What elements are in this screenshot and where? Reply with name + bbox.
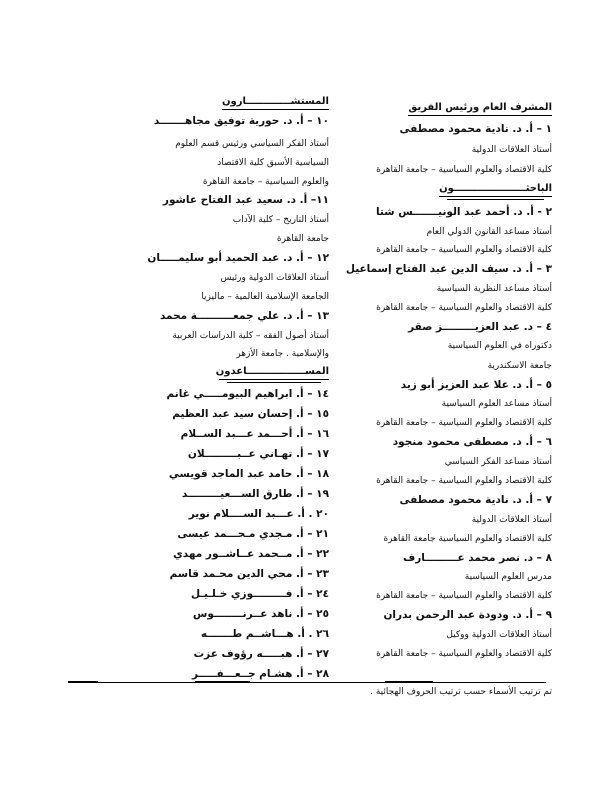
heading-assistants-text: المســـــــــــــــــاعدون bbox=[215, 366, 329, 377]
advisor-detail: السياسية الأسبق كلية الاقتصاد bbox=[217, 158, 329, 168]
researcher-affiliation: كلية الاقتصاد والعلوم السياسية جامعة القاهرة bbox=[383, 534, 552, 544]
researcher-name: ٨ – د. نصر محمد عـــــــــارف bbox=[403, 552, 552, 564]
assistant-item: ٢٥ – أ. ناهد عــرنــــــــوس bbox=[192, 608, 329, 620]
heading-advisors bbox=[222, 96, 329, 110]
researcher-title: أستاذ مساعد الفكر السياسي bbox=[444, 457, 552, 467]
supervisor-title: أستاذ العلاقات الدولية bbox=[471, 145, 552, 155]
advisor-name: ١٢ – أ. د. عبد الحميد أبو سليمـــــان bbox=[147, 252, 329, 264]
heading-double-rule bbox=[447, 199, 544, 200]
assistant-item: ٢٧ – أ. هبـــــه رؤوف عزت bbox=[193, 648, 329, 660]
researcher-name: ٢ - أ. د. أحمد عبد الونيـــــــس شتا bbox=[375, 206, 552, 218]
researcher-title: مدرس العلوم السياسية bbox=[464, 572, 552, 582]
supervisor-name: ١ – أ. د. نادية محمود مصطفى bbox=[399, 123, 552, 135]
footnote-divider-accent bbox=[68, 681, 98, 683]
assistant-item: ٢٢ – أ. مــحمد عــاشــور مهدي bbox=[173, 548, 329, 560]
assistant-item: ٢٦ . أ. هـــاشــم طـــــــه bbox=[200, 628, 329, 640]
assistant-item: ٢٨ – أ. هشـام جــعـــفـــــر bbox=[192, 668, 329, 680]
assistant-item: ١٩ – أ. طارق الســـعيـــــــــد bbox=[181, 488, 329, 500]
advisor-detail: أستاذ الفكر السياسي ورئيس قسم العلوم bbox=[175, 139, 329, 149]
researcher-name: ٧ – أ. د. نادية محمود مصطفى bbox=[399, 494, 552, 506]
heading-assistants bbox=[215, 366, 329, 380]
assistant-item: ١٨ – أ. حامد عبد الماجد قويسي bbox=[168, 468, 329, 480]
researcher-name: ٤ – د. عبد العزيـــــــــز صقر bbox=[408, 321, 552, 333]
researcher-name: ٣ – أ. د. سيف الدين عبد الفتاح إسماعيل bbox=[345, 263, 552, 275]
assistant-item: ١٥ – أ. إحسان سيد عبد العظيم bbox=[172, 408, 329, 420]
heading-researchers bbox=[439, 183, 552, 197]
heading-advisors-text: المستشـــــــــــــارون bbox=[221, 96, 329, 107]
footnote-divider bbox=[68, 682, 546, 683]
heading-supervisor: المشرف العام ورئيس الفريق bbox=[408, 102, 552, 116]
advisor-detail: والإسلامية . جامعة الأزهر bbox=[236, 349, 329, 359]
advisor-detail: أستاذ العلاقات الدولية ورئيس bbox=[220, 273, 329, 283]
heading-researchers-text: الباحثـــــــــــــــــــــون bbox=[439, 183, 552, 194]
researcher-affiliation: كلية الاقتصاد والعلوم السياسية – جامعة القاهرة bbox=[376, 303, 552, 313]
advisor-detail: الجامعة الإسلامية العالمية – ماليزيا bbox=[201, 292, 329, 302]
researcher-name: ٩ – أ. د. ودودة عبد الرحمن بدران bbox=[383, 609, 552, 621]
researcher-title: أستاذ العلاقات الدولية ووكيل bbox=[446, 630, 552, 640]
researcher-affiliation: كلية الاقتصاد والعلوم السياسية – جامعة القاهرة bbox=[376, 245, 552, 255]
heading-double-rule bbox=[227, 382, 321, 383]
researcher-title: أستاذ مساعد العلوم السياسية bbox=[441, 399, 552, 409]
assistant-item: ٢٣ – أ. محي الدين محـمد قاسم bbox=[169, 568, 329, 580]
assistant-item: ٢١ – أ. مـجدي مـحـــمد عيسى bbox=[177, 528, 329, 540]
researcher-affiliation: جامعة الاسكندرية bbox=[487, 361, 552, 371]
researcher-name: ٥ – أ. د. علا عبد العزيز أبو زيد bbox=[400, 379, 552, 391]
advisor-detail: أستاذ التاريخ – كلية الآداب bbox=[232, 215, 329, 225]
advisor-name: ١٣ – أ. د. علي جمعــــــــــة محمد bbox=[159, 310, 329, 322]
researcher-affiliation: كلية الاقتصاد والعلوم السياسية – جامعة القاهرة bbox=[376, 418, 552, 428]
assistant-item: ١٧ – أ. تهـاني عــبـــــــــلان bbox=[187, 448, 329, 460]
researcher-title: أستاذ العلاقات الدولية bbox=[471, 515, 552, 525]
assistant-item: ١٦ – أ. أحـــمد عـــبد الســلام bbox=[180, 428, 329, 440]
researcher-name: ٦ – أ. د. مصطفى محمود منجود bbox=[392, 436, 552, 448]
researcher-affiliation: كلية الاقتصاد والعلوم السياسية – جامعة القاهرة bbox=[376, 649, 552, 659]
advisor-detail: جامعة القاهرة bbox=[276, 234, 329, 244]
footnote-divider-accent bbox=[195, 681, 250, 683]
researcher-affiliation: كلية الاقتصاد والعلوم السياسية – جامعة القاهرة bbox=[376, 591, 552, 601]
supervisor-affiliation: كلية الاقتصاد والعلوم السياسية – جامعة القاهرة bbox=[376, 165, 552, 175]
advisor-name: ١١– أ. د. سعيد عبد الفتاح عاشور bbox=[162, 194, 329, 206]
researcher-title: دكتوراه في العلوم السياسية bbox=[447, 341, 552, 351]
footnote-divider-accent bbox=[385, 681, 433, 683]
advisor-detail: والعلوم السياسية – جامعة القاهرة bbox=[202, 177, 329, 187]
researcher-affiliation: كلية الاقتصاد والعلوم السياسية – جامعة القاهرة bbox=[376, 476, 552, 486]
advisor-name: ١٠ – أ. د. حورية توفيق مجاهـــــــد bbox=[153, 115, 329, 127]
advisor-detail: أستاذ أصول الفقه – كلية الدراسات العربية bbox=[172, 331, 329, 341]
assistant-item: ٢٠ . أ. عـــبد الســــلام نوير bbox=[188, 508, 329, 520]
researcher-title: أستاذ مساعد القانون الدولي العام bbox=[426, 227, 552, 237]
researcher-title: أستاذ مساعد النظرية السياسية bbox=[436, 284, 552, 294]
assistant-item: ١٤ – أ. ابراهيم البيومـــــي غانم bbox=[166, 388, 329, 400]
assistant-item: ٢٤ – أ. فـــــــــوزي خـلـيـل bbox=[191, 588, 329, 600]
footnote-text: تم ترتيب الأسماء حسب ترتيب الحروف الهجائية . bbox=[370, 687, 552, 697]
